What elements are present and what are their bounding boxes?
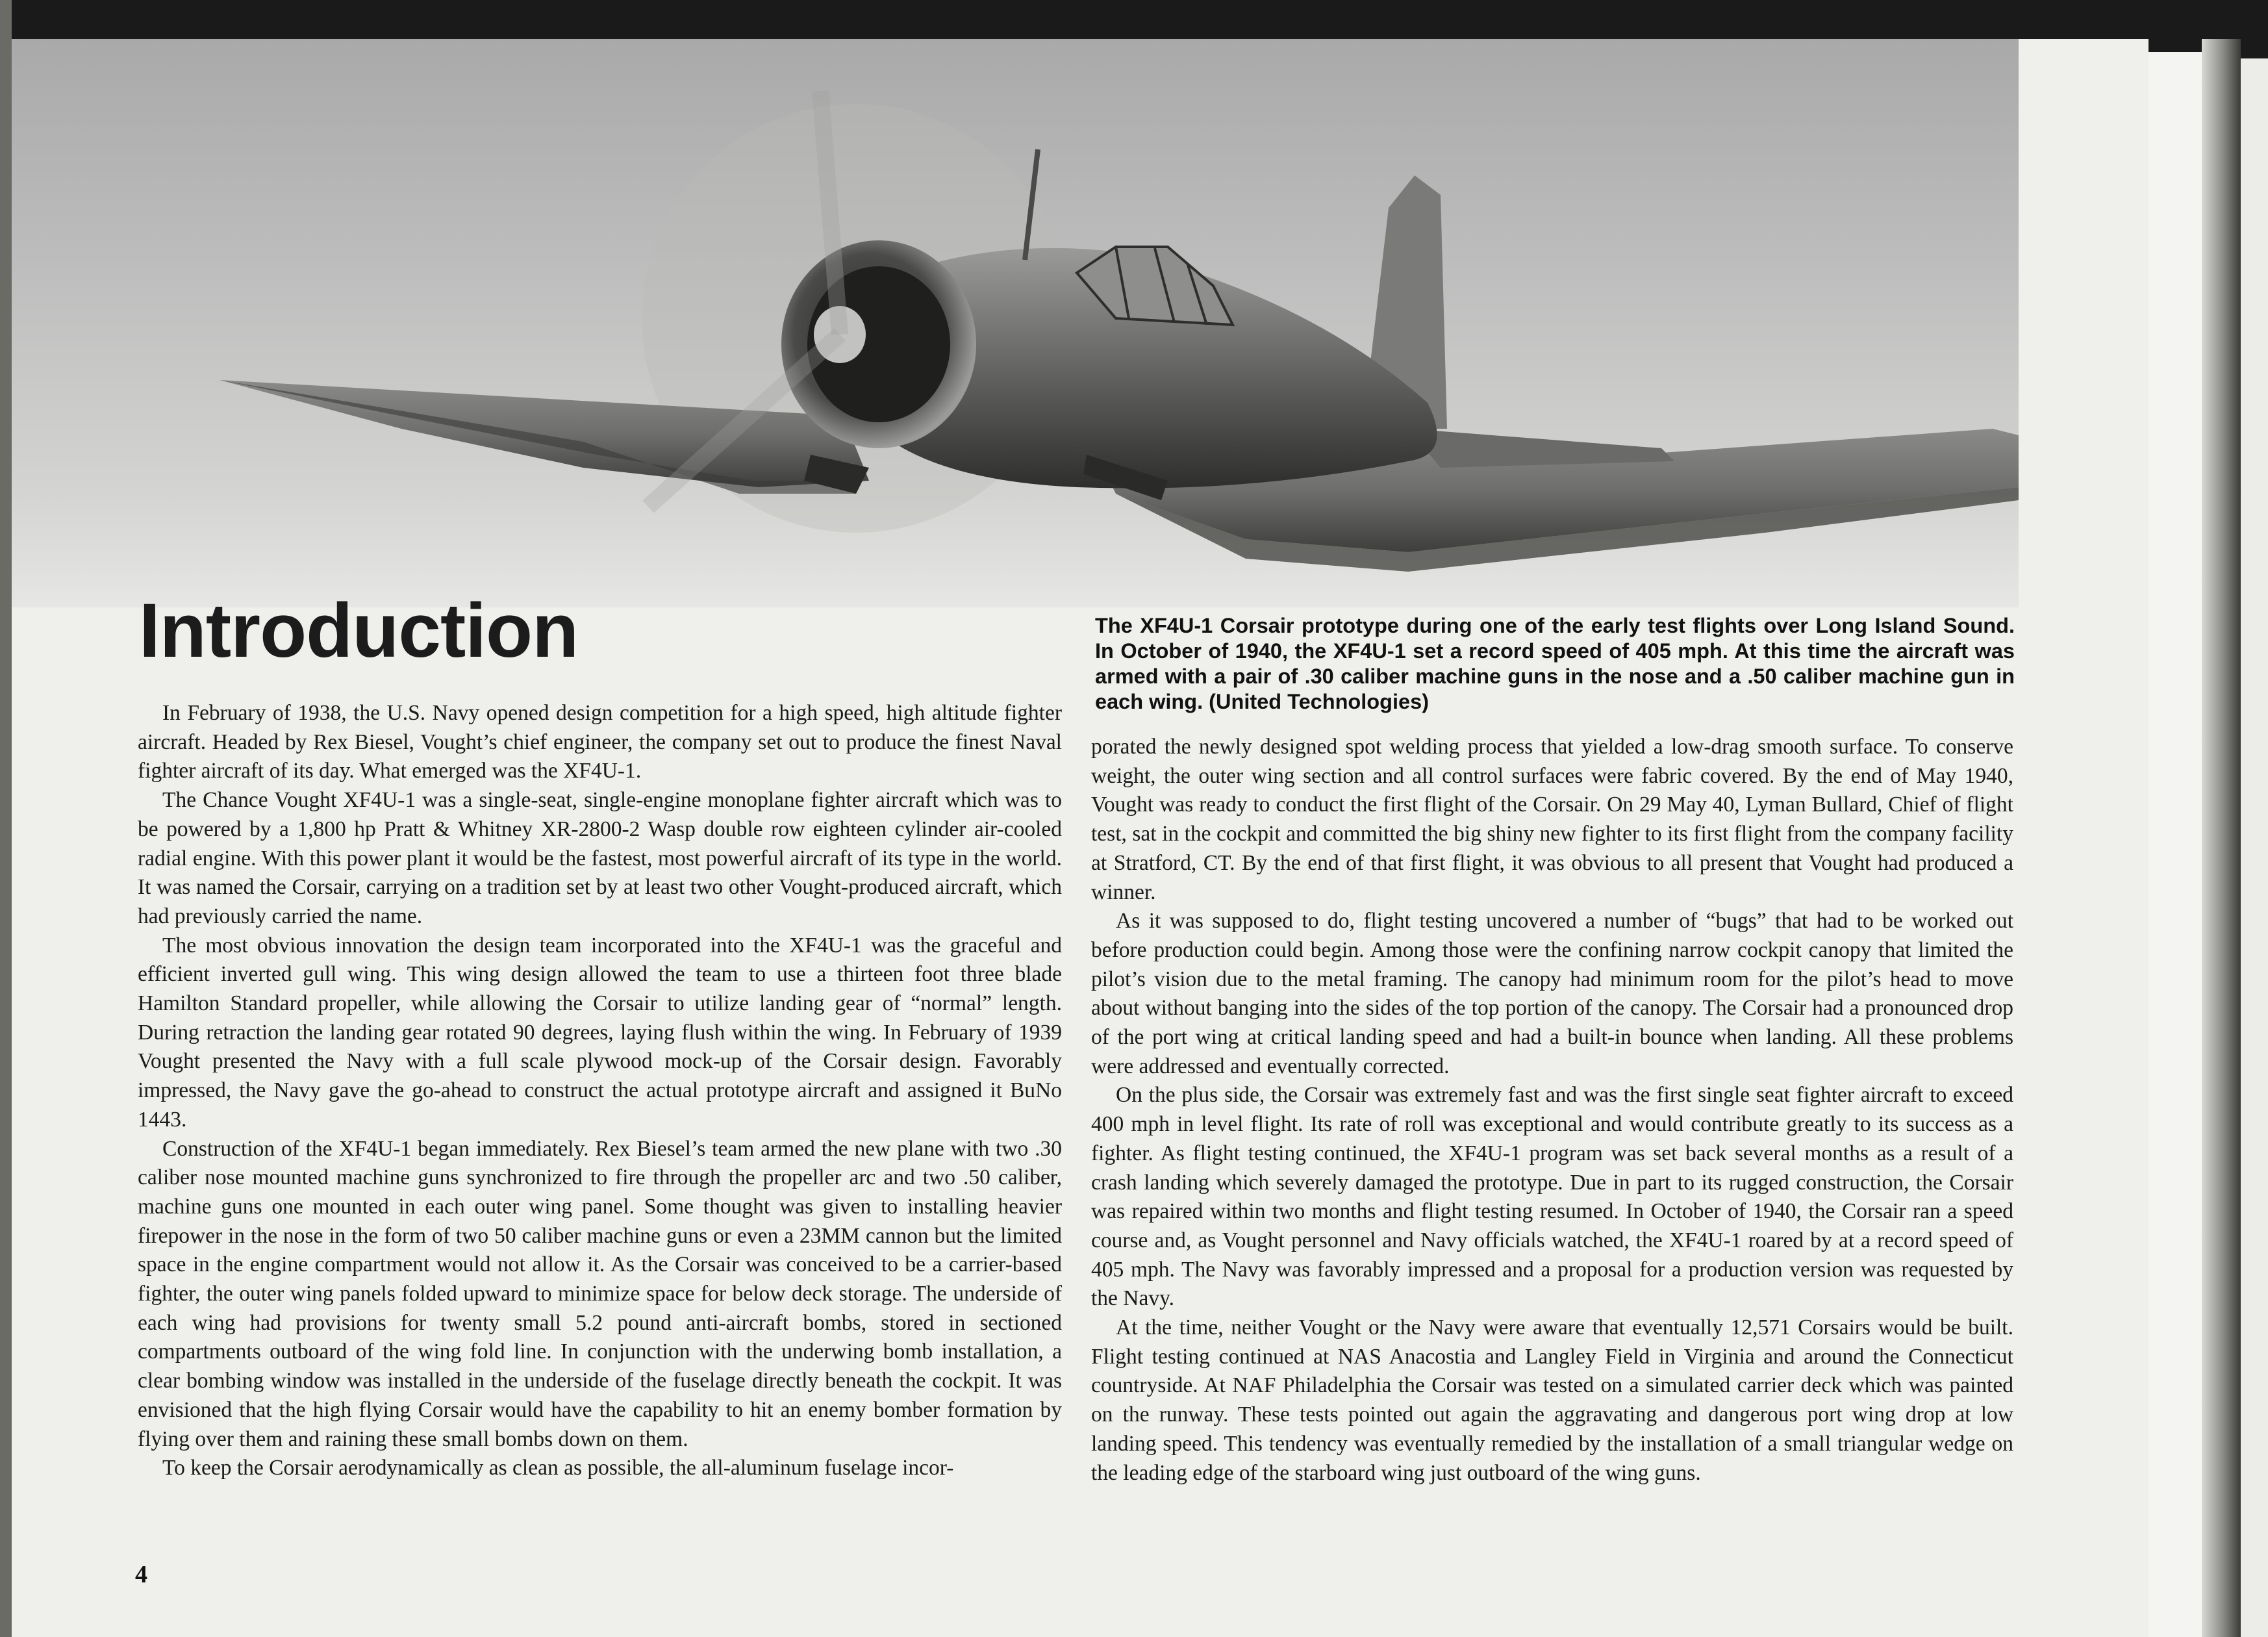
paragraph: The most obvious innovation the design team incorporated into the XF4U-1 was the graceful and efficient inverted gull wing. This wing design allowed the team to use a thirteen foot three blade Hamilton Standard propeller, while allowing the Corsair to utilize landing gear of “normal” length. During retraction the landing gear rotated 90 degrees, laying flush within the wing. In February of 1939 Vought presented the Navy with a full scale plywood mock-up of the Corsair design. Favorably impressed, the Navy gave the go-ahead to construct the actual prototype aircraft and assigned it BuNo 1443. [138,933,1062,1132]
page-number: 4 [135,1561,147,1588]
aircraft-photo [12,39,2019,607]
page-title: Introduction [139,588,579,674]
corsair-illustration [12,39,2019,607]
photo-caption: The XF4U-1 Corsair prototype during one of the early test flights over Long Island Sound. In October of 1940, the XF4U-1 set a record speed of 405 mph. At this time the aircraft was armed with a pair of .30 caliber machine guns in the nose and a .50 caliber machine gun in each wing. (United Technologies) [1095,614,2015,713]
binding-edge [0,0,12,1637]
article-column-2 [1091,733,2013,1488]
paragraph: porated the newly designed spot welding process that yielded a low-drag smooth surface. To conserve weight, the outer wing section and all control surfaces were fabric covered. By the end of May 1940, Vought was ready to conduct the first flight of the Corsair. On 29 May 40, Lyman Bullard, Chief of flight test, sat in the cockpit and committed the big shiny new fighter to its first flight from the company facility at Stratford, CT. By the end of that first flight, it was obvious to all present that Vought had produced a winner. [1091,735,2013,904]
paragraph: The Chance Vought XF4U-1 was a single-seat, single-engine monoplane fighter aircraft which was to be powered by a 1,800 hp Pratt & Whitney XR-2800-2 Wasp double row eighteen cylinder air-cooled radial engine. With this power plant it would be the fastest, most powerful aircraft of its type in the world. It was named the Corsair, carrying on a tradition set by at least two other Vought-produced aircraft, which had previously carried the name. [138,788,1062,928]
paragraph: In February of 1938, the U.S. Navy opened design competition for a high speed, high altitude fighter aircraft. Headed by Rex Biesel, Vought’s chief engineer, the company set out to produce the finest Naval fighter aircraft of its day. What emerged was the XF4U-1. [138,701,1062,783]
article-column-1 [138,699,1062,1483]
paragraph: At the time, neither Vought or the Navy were aware that eventually 12,571 Corsairs would be built. Flight testing continued at NAS Anacostia and Langley Field in Virginia and around the Connecticut countryside. At NAF Philadelphia the Corsair was tested on a simulated carrier deck which was painted on the runway. These tests pointed out again the aggravating and dangerous port wing drop at low landing speed. This tendency was eventually remedied by the installation of a small triangular wedge on the leading edge of the starboard wing just outboard of the wing guns. [1091,1315,2013,1485]
facing-page-edge [2241,58,2268,1637]
paragraph: As it was supposed to do, flight testing uncovered a number of “bugs” that had to be worked out before production could begin. Among those were the confining narrow cockpit canopy that limited the pilot’s vision due to the metal framing. The canopy had minimum room for the pilot’s head to move about without banging into the sides of the top portion of the canopy. The Corsair had a pronounced drop of the port wing at critical landing speed and had a built-in bounce when landing. All these problems were addressed and eventually corrected. [1091,909,2013,1078]
paragraph: On the plus side, the Corsair was extremely fast and was the first single seat fighter aircraft to exceed 400 mph in level flight. Its rate of roll was exceptional and would contribute greatly to its success as a fighter. As flight testing continued, the XF4U-1 program was set back several months as a result of a crash landing which severely damaged the prototype. Due in part to its rugged construction, the Corsair was repaired within two months and flight testing resumed. In October of 1940, the Corsair ran a speed course and, as Vought personnel and Navy officials watched, the XF4U-1 roared by at a record speed of 405 mph. The Navy was favorably impressed and a proposal for a production version was requested by the Navy. [1091,1083,2013,1311]
paragraph: To keep the Corsair aerodynamically as clean as possible, the all-aluminum fuselage incor- [162,1456,954,1480]
book-gutter [2202,39,2241,1637]
tail-stabilizer [1408,429,1674,468]
page-margin [2148,52,2202,1637]
paragraph: Construction of the XF4U-1 began immediately. Rex Biesel’s team armed the new plane with two .30 caliber nose mounted machine guns synchronized to fire through the propeller arc and two .50 caliber, machine guns one mounted in each outer wing panel. Some thought was given to installing heavier firepower in the nose in the form of two 50 caliber machine guns or even a 23MM cannon but the limited space in the engine compartment would not allow it. As the Corsair was conceived to be a carrier-based fighter, the outer wing panels folded upward to minimize space for below deck storage. The underside of each wing had provisions for twenty small 5.2 pound anti-aircraft bombs, stored in sectioned compartments outboard of the wing fold line. In conjunction with the underwing bomb installation, a clear bombing window was installed in the underside of the fuselage directly beneath the cockpit. It was envisioned that the high flying Corsair would have the capability to hit an enemy bomber formation by flying over them and raining these small bombs down on them. [138,1136,1062,1451]
